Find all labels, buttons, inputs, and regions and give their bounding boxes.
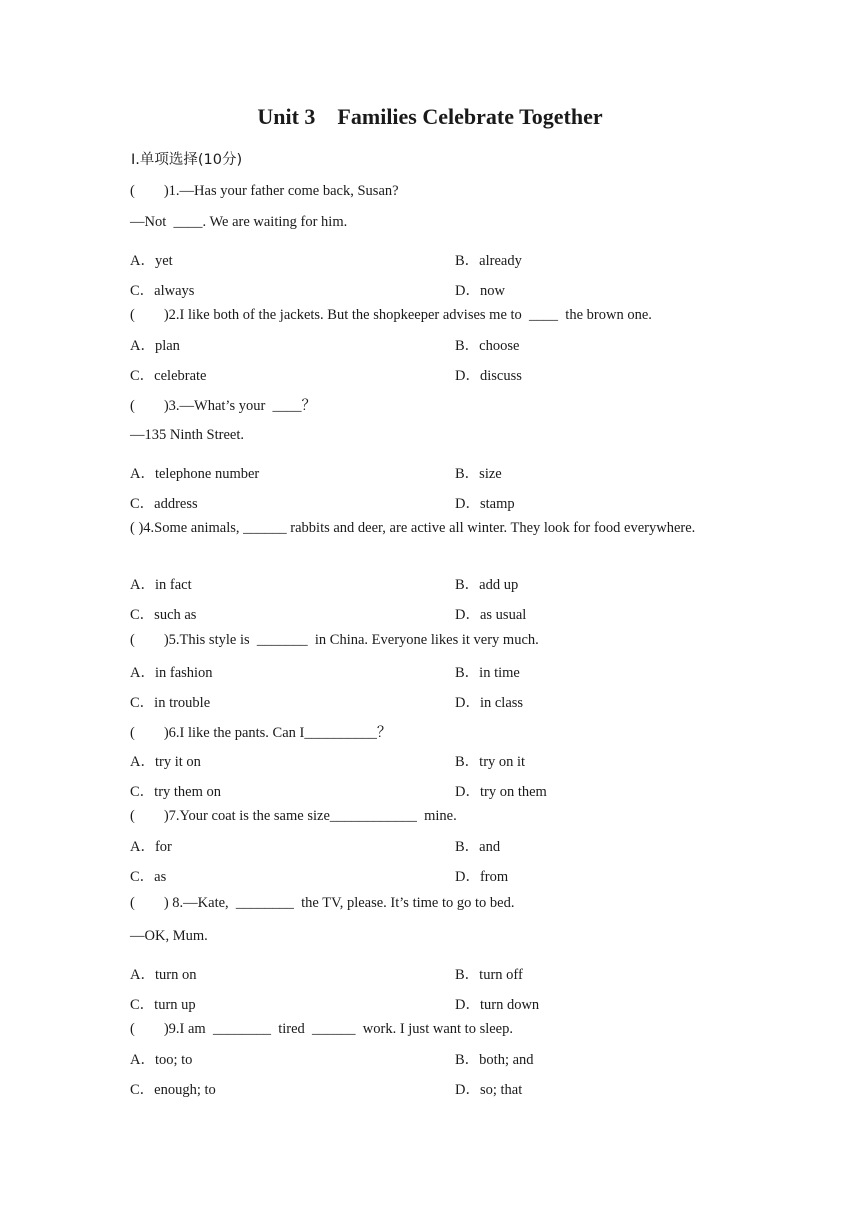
question-3-stem: ( )3.—What’s your ____？ (130, 398, 317, 414)
question-4-option-d: D．as usual (455, 607, 527, 623)
question-4-stem: ( )4.Some animals, ______ rabbits and deer, are active all winter. They look for food everywhere. (130, 520, 696, 536)
question-1-option-b: B．already (455, 253, 522, 269)
question-3-option-a: A．telephone number (130, 466, 260, 482)
question-9-stem: ( )9.I am ________ tired ______ work. I just want to sleep. (130, 1021, 513, 1037)
question-2-stem: ( )2.I like both of the jackets. But the shopkeeper advises me to ____ the brown one. (130, 307, 652, 323)
question-1-option-a: A．yet (130, 253, 173, 269)
question-7-option-d: D．from (455, 869, 509, 885)
question-9-option-c: C．enough; to (130, 1082, 216, 1098)
question-3-option-d: D．stamp (455, 496, 515, 512)
question-3-reply: —135 Ninth Street. (130, 427, 244, 443)
question-5-stem: ( )5.This style is _______ in China. Everyone likes it very much. (130, 632, 539, 648)
question-8-option-b: B．turn off (455, 967, 523, 983)
question-8-option-c: C．turn up (130, 997, 196, 1013)
question-9-option-a: A．too; to (130, 1052, 193, 1068)
question-6-option-a: A．try it on (130, 754, 201, 770)
question-9-option-b: B．both; and (455, 1052, 534, 1068)
question-5-option-b: B．in time (455, 665, 520, 681)
question-1-stem: ( )1.—Has your father come back, Susan? (130, 183, 399, 199)
question-1-option-d: D．now (455, 283, 505, 299)
question-6-option-d: D．try on them (455, 784, 547, 800)
question-8-option-a: A．turn on (130, 967, 197, 983)
question-5-option-d: D．in class (455, 695, 524, 711)
section-heading: Ⅰ.单项选择(10分) (131, 152, 243, 168)
question-6-stem: ( )6.I like the pants. Can I__________？ (130, 725, 392, 741)
question-7-option-c: C．as (130, 869, 167, 885)
question-3-option-c: C．address (130, 496, 198, 512)
question-6-option-b: B．try on it (455, 754, 526, 770)
question-4-option-a: A．in fact (130, 577, 192, 593)
question-4-option-b: B．add up (455, 577, 519, 593)
question-8-option-d: D．turn down (455, 997, 540, 1013)
question-5-option-c: C．in trouble (130, 695, 211, 711)
question-3-option-b: B．size (455, 466, 502, 482)
question-9-option-d: D．so; that (455, 1082, 523, 1098)
question-6-option-c: C．try them on (130, 784, 222, 800)
question-1-reply: —Not ____. We are waiting for him. (130, 214, 348, 230)
question-2-option-a: A．plan (130, 338, 180, 354)
question-5-option-a: A．in fashion (130, 665, 213, 681)
question-4-option-c: C．such as (130, 607, 197, 623)
question-8-stem: ( ) 8.—Kate, ________ the TV, please. It’s time to go to bed. (130, 895, 515, 911)
question-1-option-c: C．always (130, 283, 195, 299)
question-2-option-d: D．discuss (455, 368, 522, 384)
question-8-reply: —OK, Mum. (130, 928, 208, 944)
question-7-option-a: A．for (130, 839, 172, 855)
question-2-option-b: B．choose (455, 338, 520, 354)
question-7-option-b: B．and (455, 839, 501, 855)
question-2-option-c: C．celebrate (130, 368, 207, 384)
question-7-stem: ( )7.Your coat is the same size____________ mine. (130, 808, 457, 824)
page-title: Unit 3 Families Celebrate Together (257, 104, 603, 129)
